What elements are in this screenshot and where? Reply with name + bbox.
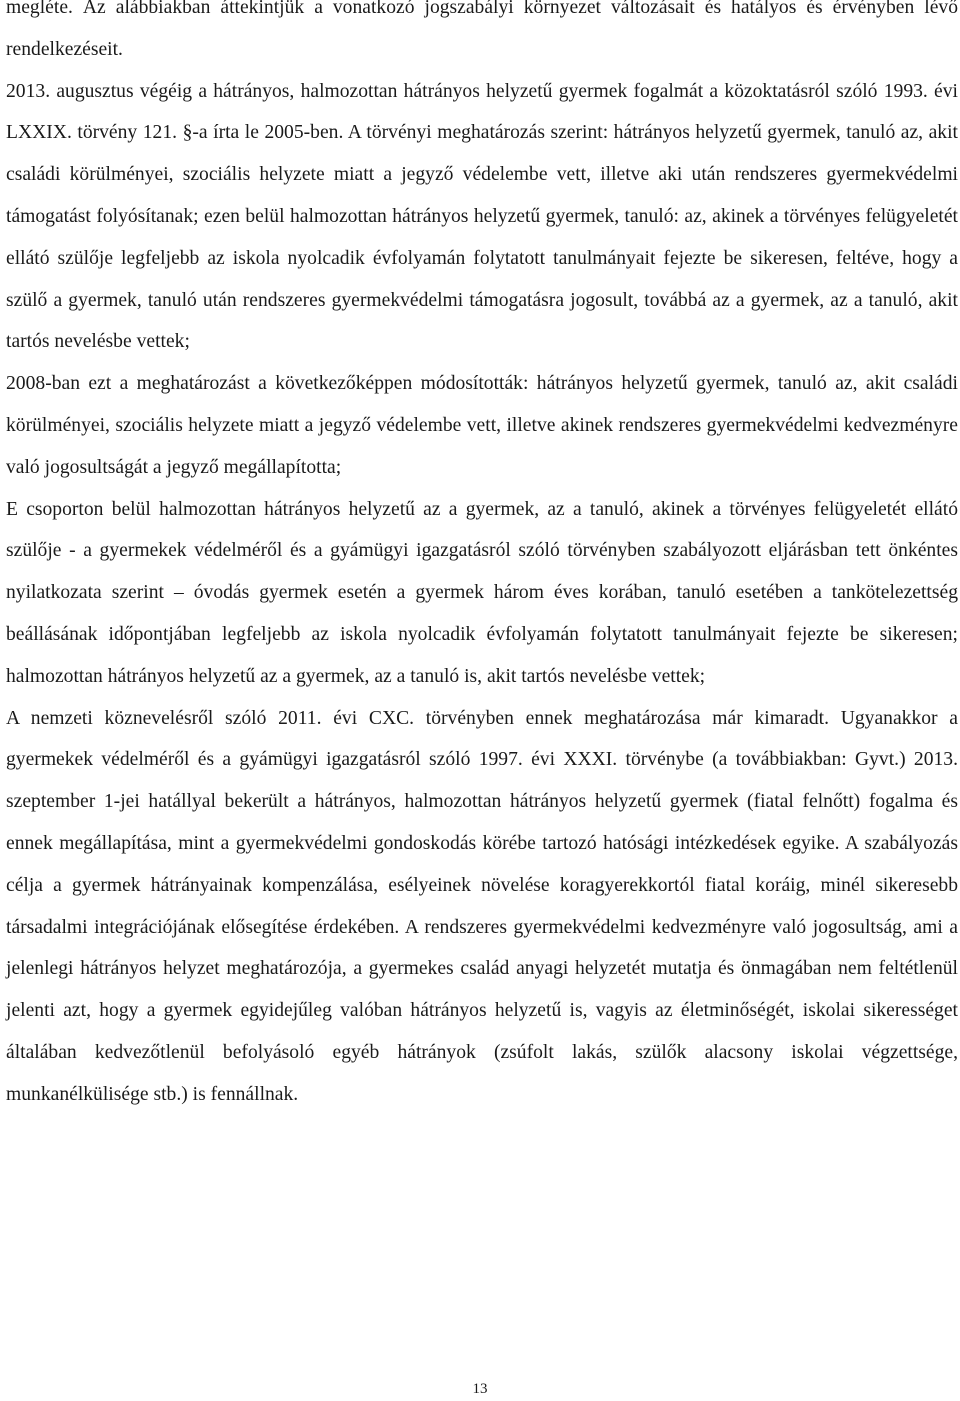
document-page — [6, 0, 958, 1116]
paragraph-2011-law: A nemzeti köznevelésről szóló 2011. évi CXC. törvényben ennek meghatározása már kimaradt. Ugyanakkor a gyermekek védelméről és a gyámügyi igazgatásról szóló 1997. évi XXXI. törvénybe (a továbbiakban: Gyvt.) 2013. szeptember 1-jei hatállyal bekerült a hátrányos, halmozottan hátrányos helyzetű gyermek (fiatal felnőtt) fogalma és ennek megállapítása, mint a gyermekvédelmi gondoskodás körébe tartozó hatósági intézkedések egyike. A szabályozás célja a gyermek hátrányainak kompenzálása, esélyeinek növelése koragyerekkortól fiatal koráig, minél sikeresebb társadalmi integrációjának elősegítése érdekében. A rendszeres gyermekvédelmi kedvezményre való jogosultság, ami a jelenlegi hátrányos helyzet meghatározója, a gyermekes család anyagi helyzetét mutatja és önmagában nem feltétlenül jelenti azt, hogy a gyermek egyidejűleg valóban hátrányos helyzetű is, vagyis az életminőségét, iskolai sikerességet általában kedvezőtlenül befolyásoló egyéb hátrányok (zsúfolt lakás, szülők alacsony iskolai végzettsége, munkanélkülisége stb.) is fennállnak. — [6, 707, 958, 1105]
paragraph-multiple-disadvantage: E csoporton belül halmozottan hátrányos helyzetű az a gyermek, az a tanuló, akinek a törvényes felügyeletét ellátó szülője - a gyermekek védelméről és a gyámügyi igazgatásról szóló törvényben szabályozott eljárásban tett önkéntes nyilatkozata szerint – óvodás gyermek esetén a gyermek három éves korában, tanuló esetében a tankötelezettség beállásának időpontjában legfeljebb az iskola nyolcadik évfolyamán folytatott tanulmányait fejezte be sikeresen; halmozottan hátrányos helyzetű az a gyermek, az a tanuló is, akit tartós nevelésbe vettek; — [6, 498, 958, 687]
paragraph-2013-definition: 2013. augusztus végéig a hátrányos, halmozottan hátrányos helyzetű gyermek fogalmát a közoktatásról szóló 1993. évi LXXIX. törvény 121. §-a írta le 2005-ben. A törvényi meghatározás szerint: hátrányos helyzetű gyermek, tanuló az, akit családi körülményei, szociális helyzete miatt a jegyző védelembe vett, illetve aki után rendszeres gyermekvédelmi támogatást folyósítanak; ezen belül halmozottan hátrányos helyzetű gyermek, tanuló: az, akinek a törvényes felügyeletét ellátó szülője legfeljebb az iskola nyolcadik évfolyamán folytatott tanulmányait fejezte be sikeresen, feltéve, hogy a szülő a gyermek, tanuló után rendszeres gyermekvédelmi támogatásra jogosult, továbbá az a gyermek, az a tanuló, akit tartós nevelésbe vettek; — [6, 80, 958, 353]
paragraph-2008-amendment: 2008-ban ezt a meghatározást a következőképpen módosították: hátrányos helyzetű gyermek, tanuló az, akit családi körülményei, szociális helyzete miatt a jegyző védelembe vett, illetve akinek rendszeres gyermekvédelmi kedvezményre való jogosultságát a jegyző megállapította; — [6, 373, 958, 478]
page-number: 13 — [472, 1381, 488, 1397]
paragraph-intro-continuation: meglétе. Az alábbiakban áttekintjük a vonatkozó jogszabályi környezet változásait és hatályos és érvényben lévő rendelkezéseit. — [6, 0, 958, 60]
